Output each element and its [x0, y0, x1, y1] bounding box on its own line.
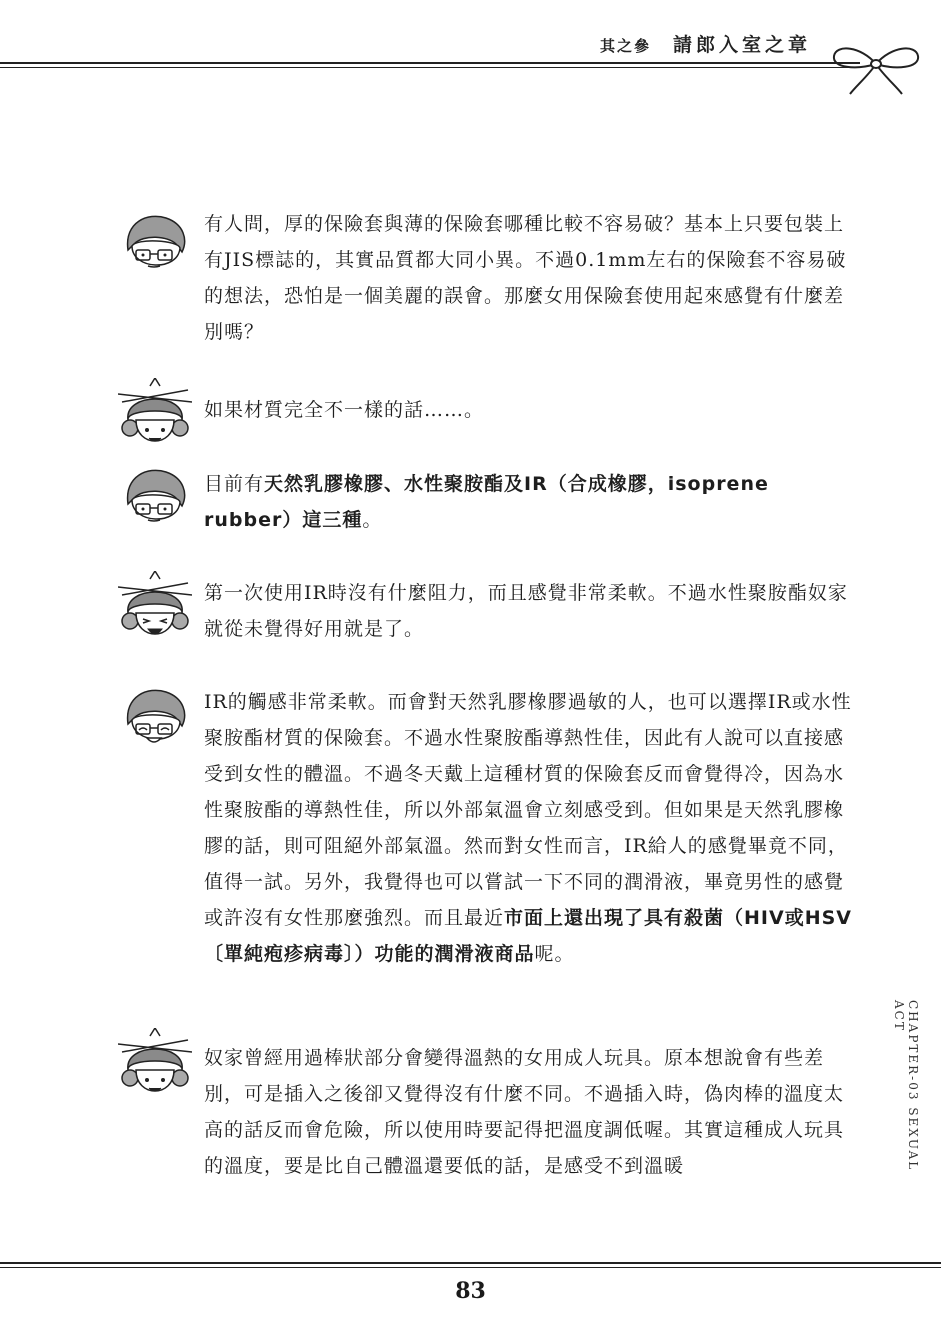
dialogue-text: 有人問，厚的保險套與薄的保險套哪種比較不容易破？基本上只要包裝上有JIS標誌的，其實品質都大同小異。不過0.1mm左右的保險套不容易破的想法，恐怕是一個美麗的誤會。那麼女用保險套使用起來感覺有什麼差別嗎？ — [204, 213, 847, 343]
dialogue-plain: IR的觸感非常柔軟。而會對天然乳膠橡膠過敏的人，也可以選擇IR或水性聚胺酯材質的保險套。不過水性聚胺酯導熱性佳，因此有人說可以直接感受到女性的體溫。不過冬天戴上這種材質的保險套反而會覺得冷，因為水性聚胺酯的導熱性佳，所以外部氣溫會立刻感受到。但如果是天然乳膠橡膠的話，則可阻絕外部氣溫。然而對女性而言，IR給人的感覺畢竟不同，值得一試。另外，我覺得也可以嘗試一下不同的潤滑液，畢竟男性的感覺或許沒有女性那麼強烈。而且最近 — [204, 691, 852, 929]
dialogue-text: 如果材質完全不一樣的話……。 — [204, 399, 485, 421]
dialogue-plain: 。 — [362, 509, 383, 531]
page-header — [0, 0, 941, 80]
dialogue-emphasis: 天然乳膠橡膠、水性聚胺酯及IR（合成橡膠，isoprene rubber）這三種 — [204, 473, 769, 531]
woman-laughing-avatar-icon — [118, 571, 192, 651]
running-head — [600, 30, 811, 57]
dialogue-text — [204, 466, 854, 538]
dialogue-emphasis: 市面上還出現了具有殺菌（HIV或HSV〔單純疱疹病毒〕）功能的潤滑液商品 — [204, 907, 852, 965]
footer-rule-thin — [0, 1267, 941, 1268]
dialogue-text: 第一次使用IR時沒有什麼阻力，而且感覺非常柔軟。不過水性聚胺酯奴家就從未覺得好用就是了。 — [204, 582, 848, 640]
dialogue-text — [204, 684, 854, 972]
footer-rule — [0, 1262, 941, 1264]
man-smiling-avatar-icon — [118, 684, 192, 758]
dialogue-text: 奴家曾經用過棒狀部分會變得溫熱的女用成人玩具。原本想說會有些差別，可是插入之後卻又覺得沒有什麼不同。不過插入時，偽肉棒的溫度太高的話反而會危險，所以使用時要記得把溫度調低喔。其實這種成人玩具的溫度，要是比自己體溫還要低的話，是感受不到溫暖 — [204, 1047, 845, 1177]
chapter-title: 請郎入室之章 — [672, 34, 811, 56]
ribbon-bow-icon — [826, 36, 926, 96]
woman-avatar-icon — [118, 378, 192, 458]
woman-avatar-icon — [118, 1028, 192, 1108]
header-rule-thin — [0, 67, 860, 68]
man-avatar-icon — [118, 210, 192, 284]
page-number: 83 — [455, 1278, 486, 1304]
chapter-label: 其之參 — [599, 37, 651, 55]
chapter-side-label: CHAPTER-03 SEXUAL ACT — [892, 1000, 920, 1172]
man-avatar-icon — [118, 464, 192, 538]
header-rule — [0, 62, 860, 64]
dialogue-plain: 目前有 — [204, 473, 265, 495]
dialogue-plain: 呢。 — [534, 943, 575, 965]
